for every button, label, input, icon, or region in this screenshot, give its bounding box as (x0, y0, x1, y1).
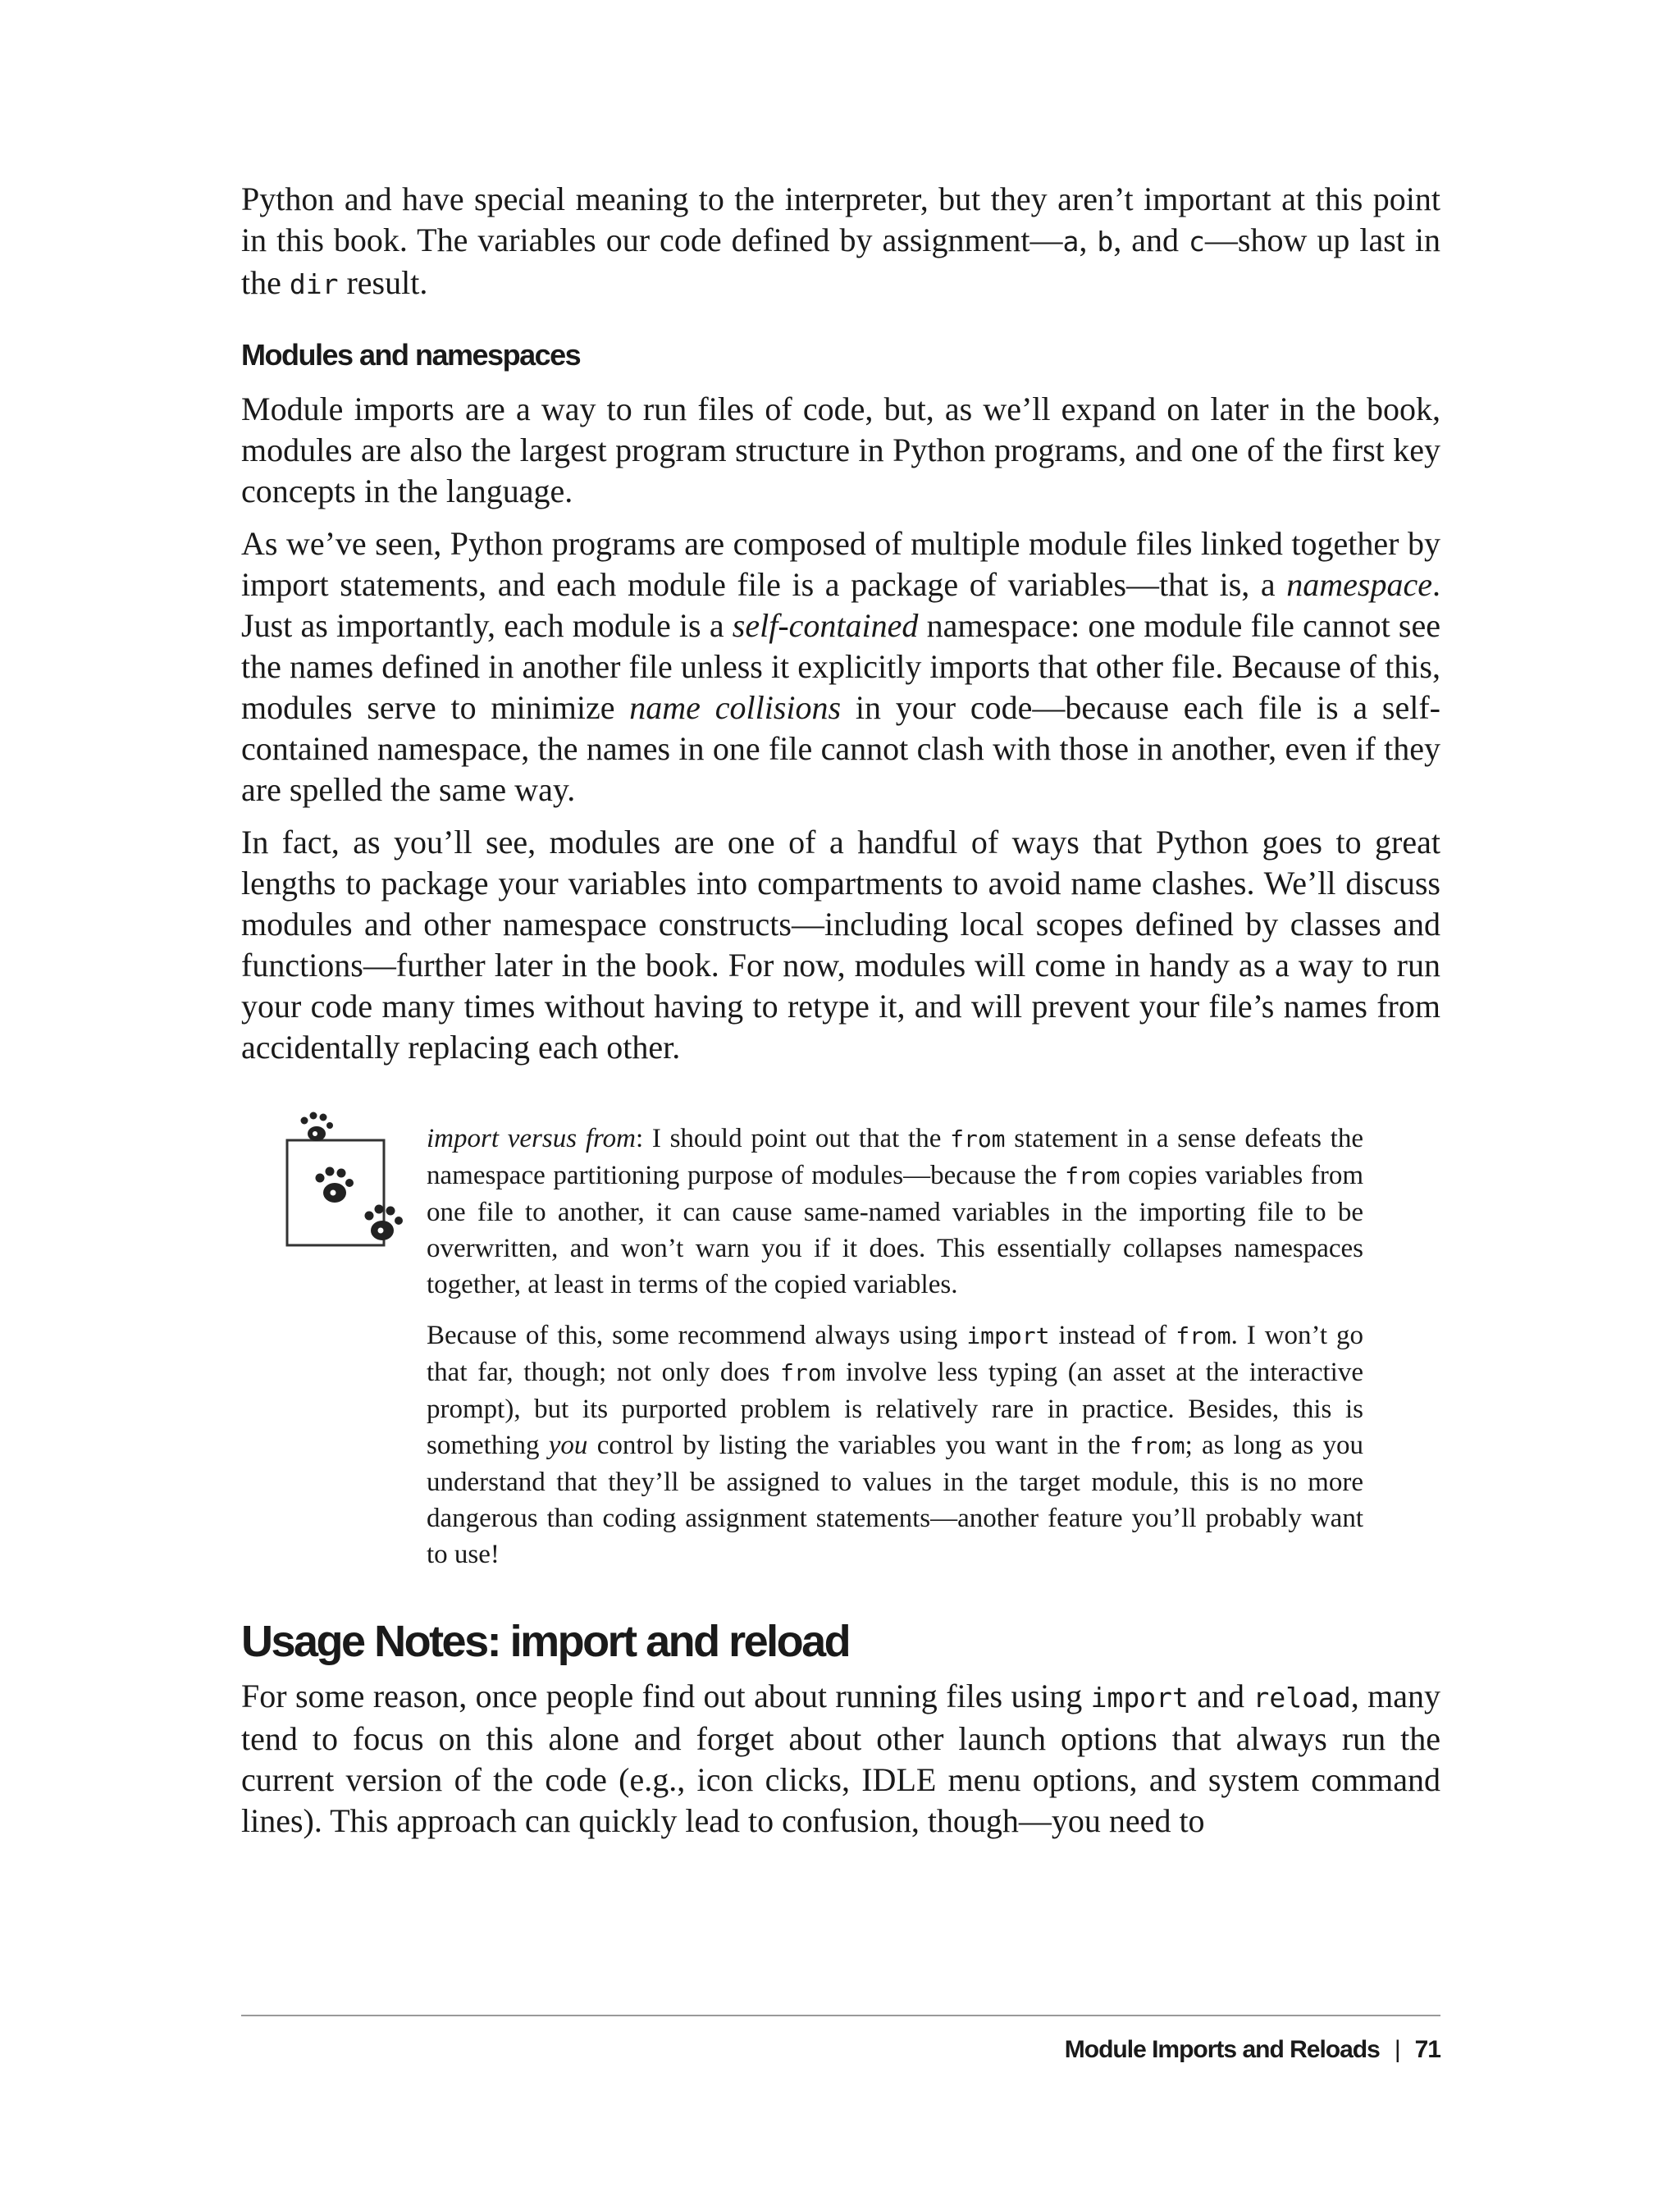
note-paragraph-1 (427, 1121, 1363, 1303)
you-emphasis: you (548, 1431, 588, 1460)
modules-paragraph-3: In fact, as you’ll see, modules are one of a handful of ways that Python goes to great lengths to package your variables into compartments to avoid name clashes. We’ll discuss modules and other namespace constructs—including local scopes defined by classes and functions—further later in the book. For now, modules will come in handy as a way to run your code many times without having to retype it, and will prevent your file’s names from accidentally replacing each other. (241, 824, 1440, 1066)
dir-code: dir (289, 268, 339, 300)
note-text: copies variables from one file to another, it can cause same-named variables in the importing file to be overwritten, and won’t warn you if it does. This essentially collapses namespaces together, at least in terms of the copied variables. (427, 1161, 1364, 1299)
var-b-code: b (1097, 226, 1114, 258)
modules-paragraph-1: Module imports are a way to run files of code, but, as we’ll expand on later in the book, modules are also the largest program structure in Python programs, and one of the first key concepts in the language. (241, 390, 1440, 509)
intro-text: result. (338, 264, 428, 301)
from-code: from (780, 1359, 836, 1386)
namespace-term: namespace (1286, 566, 1432, 603)
usage-notes-heading: Usage Notes: import and reload (241, 1617, 850, 1666)
paragraph-text: in your code—because each file is a self-contained namespace, the names in one file cannot clash with those in another, even if they are spelled the same way. (241, 689, 1440, 808)
note-text: Because of this, some recommend always using (427, 1321, 967, 1350)
note-text: . I won’t go that far, though; not only does (427, 1321, 1363, 1387)
note-text: involve less typing (an asset at the interactive prompt), but its purported problem is relatively rare in practice. Besides, this is something (427, 1358, 1363, 1460)
note-text: instead of (1049, 1321, 1176, 1350)
paragraph-text: namespace: one module file cannot see the names defined in another file unless it explicitly imports that other file. Because of this, modules serve to minimize (241, 607, 1440, 726)
running-footer (241, 2036, 1440, 2064)
note-text: control by listing the variables you want in the (587, 1431, 1130, 1460)
paragraph-text: For some reason, once people find out about running files using (241, 1678, 1091, 1714)
var-c-code: c (1189, 226, 1205, 258)
note-title: import versus from (427, 1124, 636, 1153)
note-text: ; as long as you understand that they’ll be assigned to values in the target module, this is no more dangerous than coding assignment statements—another feature you’ll probably want to use! (427, 1431, 1363, 1569)
modules-paragraph-2 (241, 523, 1440, 810)
paragraph-text: As we’ve seen, Python programs are composed of multiple module files linked together by import statements, and each module file is a package of variables—that is, a (241, 525, 1440, 603)
from-code: from (1176, 1322, 1231, 1349)
import-code: import (966, 1322, 1050, 1349)
intro-text: Python and have special meaning to the interpreter, but they aren’t important at this point in this book. The variables our code defined by assignment— (241, 180, 1440, 258)
import-code: import (1090, 1682, 1189, 1714)
footer-separator: | (1394, 2036, 1400, 2063)
var-a-code: a (1062, 226, 1080, 258)
name-collisions-term: name collisions (629, 689, 842, 726)
page-content (241, 179, 1440, 1853)
paw-prints-icon (284, 1101, 415, 1273)
from-code: from (950, 1125, 1006, 1153)
intro-paragraph (241, 179, 1440, 305)
paragraph-text: , many tend to focus on this alone and forget about other launch options that always run the current version of the code (e.g., icon clicks, IDLE menu options, and system command lines). This approach can quickly lead to confusion, though—you need to (241, 1678, 1440, 1839)
footer-section-title: Module Imports and Reloads (1064, 2036, 1380, 2063)
self-contained-term: self-contained (732, 607, 919, 644)
intro-text: —show up last in the (241, 221, 1441, 301)
reload-code: reload (1253, 1682, 1351, 1714)
intro-text: , and (1113, 221, 1189, 258)
tip-note (241, 1121, 1363, 1573)
from-code: from (1130, 1432, 1185, 1459)
usage-paragraph-1 (241, 1676, 1440, 1842)
from-code: from (1065, 1162, 1121, 1189)
paragraph-text: and (1188, 1678, 1253, 1714)
note-text: statement in a sense defeats the namespace partitioning purpose of modules—because the (427, 1124, 1363, 1190)
modules-namespaces-heading: Modules and namespaces (241, 338, 581, 372)
note-paragraph-2 (427, 1317, 1363, 1573)
paragraph-text: . Just as importantly, each module is a (241, 566, 1440, 644)
note-text: : I should point out that the (635, 1124, 951, 1153)
page-footer (241, 2015, 1440, 2064)
page-number: 71 (1414, 2036, 1440, 2063)
intro-text: , (1079, 221, 1098, 258)
